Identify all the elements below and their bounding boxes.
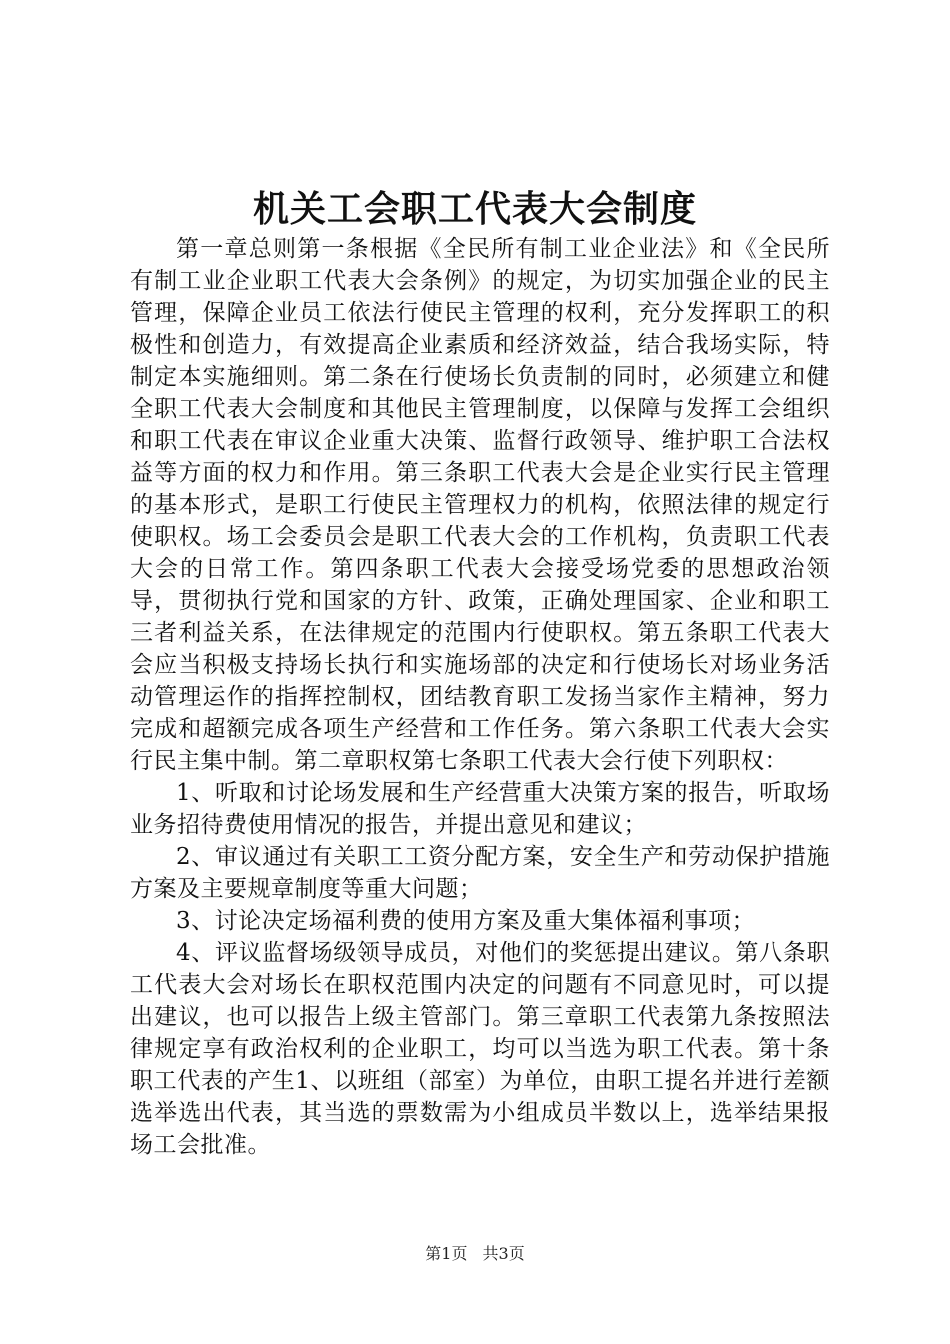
document-body [130, 233, 830, 1161]
page-number: 第1页 [425, 1244, 468, 1263]
paragraph-item-3: 3、讨论决定场福利费的使用方案及重大集体福利事项； [176, 908, 756, 934]
paragraph-item-4: 4、评议监督场级领导成员，对他们的奖惩提出建议。第八条职工代表大会对场长在职权范围内决定的问题有不同意见时，可以提出建议，也可以报告上级主管部门。第三章职工代表第九条按照法律规定享有政治权利的企业职工，均可以当选为职工代表。第十条职工代表的产生1、以班组（部室）为单位，由职工提名并进行差额选举选出代表，其当选的票数需为小组成员半数以上，选举结果报场工会批准。 [130, 940, 830, 1158]
page-footer [0, 1242, 950, 1266]
paragraph-general-provisions: 第一章总则第一条根据《全民所有制工业企业法》和《全民所有制工业企业职工代表大会条例》的规定，为切实加强企业的民主管理，保障企业员工依法行使民主管理的权利，充分发挥职工的积极性和创造力，有效提高企业素质和经济效益，结合我场实际，特制定本实施细则。第二条在行使场长负责制的同时，必须建立和健全职工代表大会制度和其他民主管理制度，以保障与发挥工会组织和职工代表在审议企业重大决策、监督行政领导、维护职工合法权益等方面的权力和作用。第三条职工代表大会是企业实行民主管理的基本形式，是职工行使民主管理权力的机构，依照法律的规定行使职权。场工会委员会是职工代表大会的工作机构，负责职工代表大会的日常工作。第四条职工代表大会接受场党委的思想政治领导，贯彻执行党和国家的方针、政策，正确处理国家、企业和职工三者利益关系，在法律规定的范围内行使职权。第五条职工代表大会应当积极支持场长执行和实施场部的决定和行使场长对场业务活动管理运作的指挥控制权，团结教育职工发扬当家作主精神，努力完成和超额完成各项生产经营和工作任务。第六条职工代表大会实行民主集中制。第二章职权第七条职工代表大会行使下列职权： [130, 236, 830, 774]
paragraph-item-1: 1、听取和讨论场发展和生产经营重大决策方案的报告，听取场业务招待费使用情况的报告，并提出意见和建议； [130, 780, 830, 838]
paragraph-item-2: 2、审议通过有关职工工资分配方案，安全生产和劳动保护措施方案及主要规章制度等重大问题； [130, 844, 830, 902]
page-total: 共3页 [482, 1244, 525, 1263]
document-title: 机关工会职工代表大会制度 [252, 188, 697, 230]
